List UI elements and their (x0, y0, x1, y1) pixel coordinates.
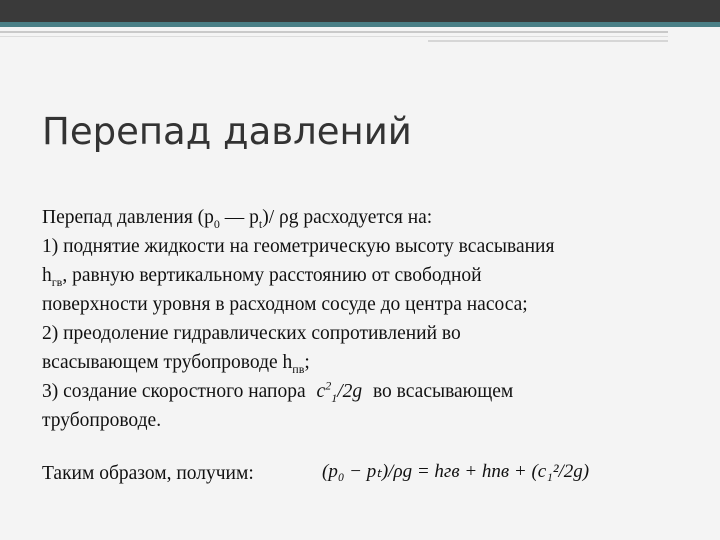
subscript: пв (292, 361, 305, 376)
slide-body (42, 203, 682, 435)
intro-text: — p (219, 207, 259, 228)
item-2-line-2 (42, 348, 682, 377)
velocity-head-formula (316, 378, 363, 405)
superscript: 2 (325, 378, 332, 393)
decorative-line (0, 31, 668, 33)
result-label: Таким образом, получим: (42, 463, 254, 484)
item-2-line-1: 2) преодоление гидравлических сопротивлений во (42, 323, 461, 344)
decorative-line (0, 36, 668, 37)
subscript: 0 (213, 216, 220, 231)
item-text: ; (304, 352, 310, 373)
item-text: , равную вертикальному расстоянию от свободной (62, 265, 482, 286)
item-1-line-3: поверхности уровня в расходном сосуде до центра насоса; (42, 294, 528, 315)
item-text: 3) создание скоростного напора (42, 381, 311, 402)
symbol-h: h (282, 352, 293, 373)
header-band (0, 0, 720, 22)
subscript: гв (51, 274, 63, 289)
formula-symbol: /2g (337, 381, 363, 402)
symbol-h: h (42, 265, 52, 286)
item-1-line-1: 1) поднятие жидкости на геометрическую высоту всасывания (42, 236, 555, 257)
decorative-line (428, 40, 668, 42)
final-formula: (p₀ − pₜ)/ρg = hгв + hпв + (c₁²/2g) (322, 461, 590, 482)
header-accent-stripe (0, 22, 720, 27)
formula-symbol: c (316, 381, 326, 402)
item-1-line-2 (42, 261, 682, 290)
slide-title: Перепад давлений (42, 110, 412, 153)
intro-text: )/ ρg расходуется на: (262, 207, 433, 228)
subscript: 1 (331, 390, 338, 405)
item-3-line-1 (42, 377, 682, 406)
intro-text: Перепад давления (p (42, 207, 214, 228)
subscript: t (258, 216, 263, 231)
intro-line (42, 203, 682, 232)
item-text: во всасывающем (368, 381, 514, 402)
item-3-line-2: трубопроводе. (42, 410, 162, 431)
item-text: всасывающем трубопроводе (42, 352, 283, 373)
